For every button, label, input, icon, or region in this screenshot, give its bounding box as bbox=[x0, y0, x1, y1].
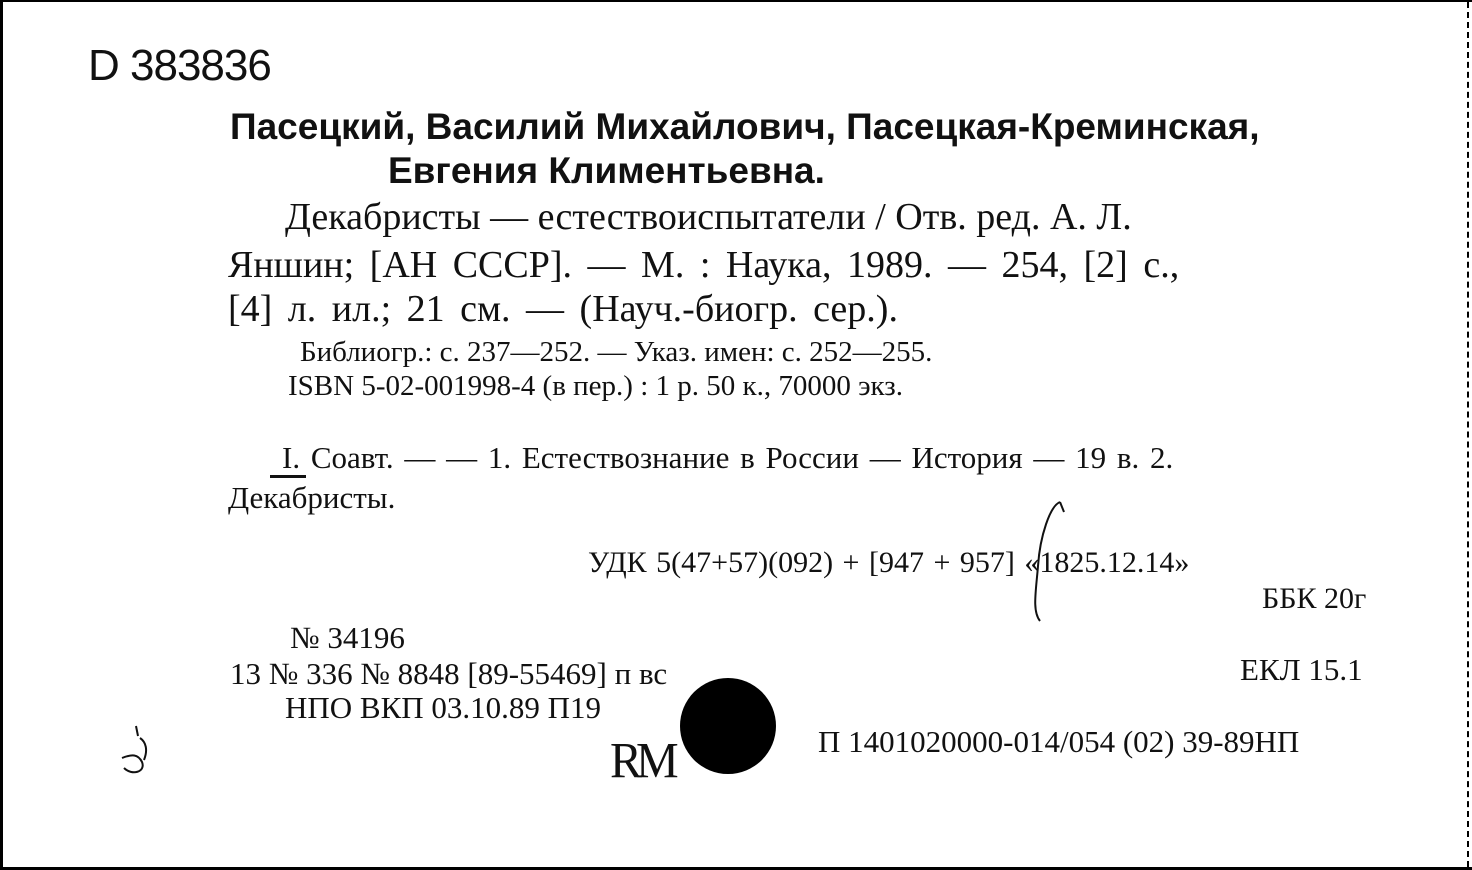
bibliography-note: Библиогр.: с. 237—252. — Указ. имен: с. 252—255. bbox=[300, 336, 933, 368]
udc-code: УДК 5(47+57)(092) + [947 + 957] «1825.12.14» bbox=[588, 546, 1190, 579]
punch-hole bbox=[680, 678, 776, 774]
tracings-line-1: I. Соавт. — — 1. Естествознание в России — История — 19 в. 2. bbox=[282, 440, 1174, 475]
isbn-note: ISBN 5-02-001998-4 (в пер.) : 1 р. 50 к., 70000 экз. bbox=[288, 370, 903, 402]
handwritten-correction-mark bbox=[1010, 496, 1070, 626]
tracings-line-2: Декабристы. bbox=[228, 480, 396, 515]
call-number: D 383836 bbox=[88, 41, 271, 90]
author-heading-line-1: Пасецкий, Василий Михайлович, Пасецкая-Креминская, bbox=[230, 106, 1260, 147]
register-number: № 34196 bbox=[290, 620, 405, 655]
rm-stamp: RM bbox=[610, 733, 673, 790]
author-heading-line-2: Евгения Климентьевна. bbox=[388, 150, 825, 191]
bbk-code: ББК 20г bbox=[1262, 582, 1367, 615]
npo-line: НПО ВКП 03.10.89 П19 bbox=[285, 690, 602, 725]
description-line-2: Яншин; [АН СССР]. — М. : Наука, 1989. — 254, [2] с., bbox=[228, 244, 1180, 286]
description-line-1-text: Декабристы — естествоиспытатели / Отв. ред. А. Л. bbox=[285, 196, 1132, 238]
ekl-code: ЕКЛ 15.1 bbox=[1240, 652, 1363, 687]
description-line-1 bbox=[285, 198, 1395, 236]
order-line: 13 № 336 № 8848 [89-55469] п вс bbox=[230, 656, 668, 691]
handwritten-mark bbox=[112, 720, 162, 780]
edition-code: П 1401020000-014/054 (02) 39-89НП bbox=[818, 724, 1300, 759]
underline-mark bbox=[270, 475, 306, 478]
description-line-3: [4] л. ил.; 21 см. — (Науч.-биогр. сер.). bbox=[228, 288, 898, 330]
